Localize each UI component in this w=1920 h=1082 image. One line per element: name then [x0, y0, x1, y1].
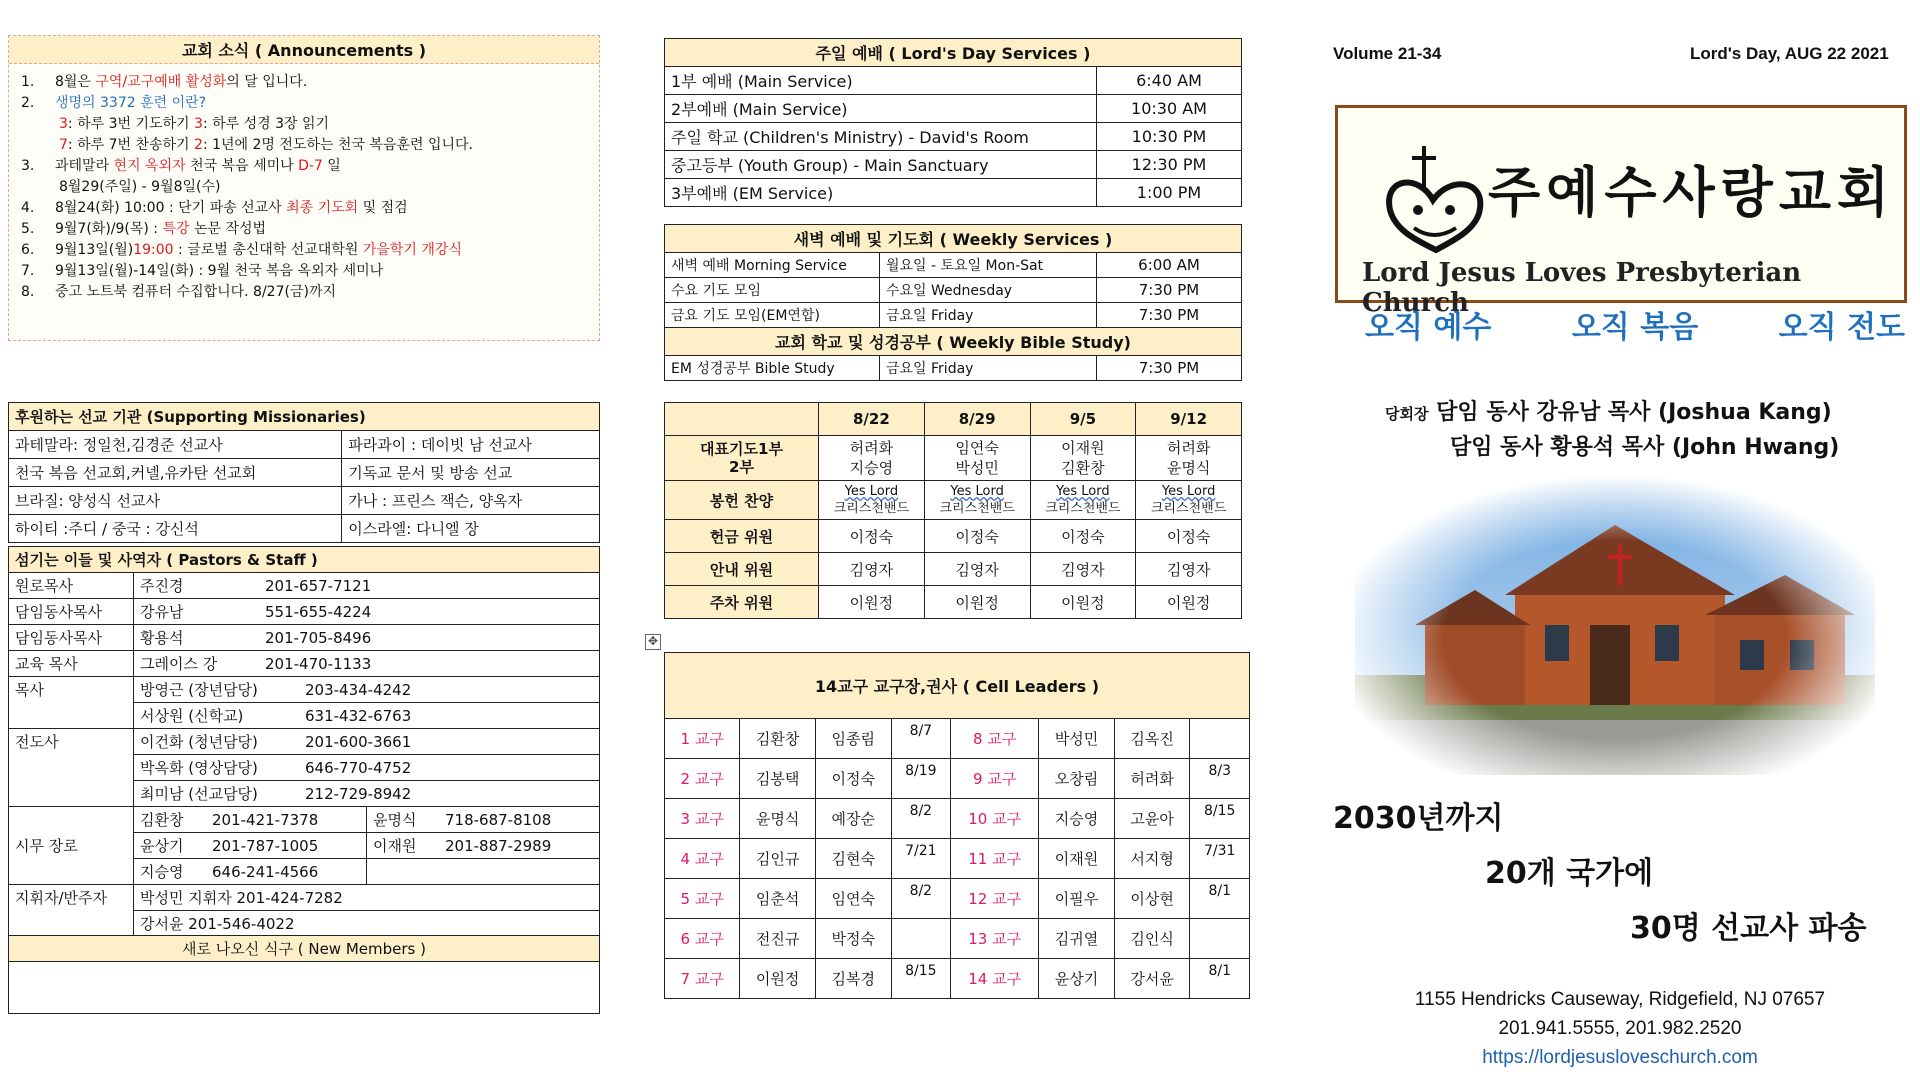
table-cell: 이원정 [1030, 586, 1136, 619]
announcement-item: 4. 8월24(화) 10:00 : 단기 파송 선교사 최종 기도회 및 점검 [21, 200, 408, 216]
deaconess-name: 김옥진 [1114, 719, 1190, 759]
table-row [665, 719, 1250, 759]
row-label: 헌금 위원 [665, 520, 819, 553]
deaconess-name: 임종림 [815, 719, 891, 759]
table-row [9, 599, 600, 625]
table-cell: 천국 복음 선교회,커넬,유카탄 선교회 [9, 459, 342, 487]
table-cell: 7:30 PM [1097, 278, 1242, 303]
corner-cell [665, 403, 819, 436]
table-cell: 김영자 [1136, 553, 1242, 586]
table-cell: 파라과이 : 데이빗 남 선교사 [342, 431, 600, 459]
table-row [665, 520, 1242, 553]
leader-name: 윤상기 [1039, 959, 1115, 999]
table-cell: 허려화 윤명식 [1136, 436, 1242, 481]
service-time: 1:00 PM [1097, 179, 1242, 207]
service-time: 10:30 PM [1097, 123, 1242, 151]
table-row [665, 253, 1242, 278]
cell-leaders-title: 14교구 교구장,권사 ( Cell Leaders ) [665, 653, 1250, 719]
church-name-english: Lord Jesus Loves Presbyterian Church [1362, 258, 1802, 318]
table-cell: 김영자 [924, 553, 1030, 586]
staff-role: 교육 목사 [9, 651, 134, 677]
table-row [665, 839, 1250, 879]
table-row [9, 729, 600, 755]
duty-roster-table [664, 402, 1242, 619]
deaconess-name: 김인식 [1114, 919, 1190, 959]
deaconess-name: 예장순 [815, 799, 891, 839]
visit-date: 8/2 [891, 879, 951, 919]
district-label: 12 교구 [951, 879, 1039, 919]
announcement-item: 3: 하루 3번 기도하기 3: 하루 성경 3장 읽기 [59, 116, 330, 132]
deaconess-name: 서지형 [1114, 839, 1190, 879]
new-members-body [9, 962, 600, 1014]
staff-entry: 황용석 201-705-8496 [134, 625, 600, 651]
motto: 오직 복음 [1571, 310, 1699, 345]
vision-line-3: 30명 선교사 파송 [1630, 911, 1867, 946]
announcement-item: 8월29(주일) - 9월8일(수) [59, 179, 221, 195]
visit-date: 8/1 [1190, 959, 1250, 999]
motto: 오직 전도 [1778, 310, 1905, 345]
staff-role: 원로목사 [9, 573, 134, 599]
table-cell: Yes Lord 크리스천밴드 [819, 481, 925, 520]
visit-date: 8/19 [891, 759, 951, 799]
staff-entry: 최미남 (선교담당) 212-729-8942 [134, 781, 600, 807]
staff-role: 담임동사목사 [9, 599, 134, 625]
district-label: 5 교구 [665, 879, 740, 919]
table-cell: 브라질: 양성식 선교사 [9, 487, 342, 515]
announcement-item: 5. 9월7(화)/9(목) : 특강 논문 작성법 [21, 221, 267, 237]
mottos [1365, 302, 1905, 346]
church-contact [1350, 985, 1890, 1072]
table-cell: 금요일 Friday [880, 303, 1097, 328]
table-cell: 이정숙 [1030, 520, 1136, 553]
church-phones: 201.941.5555, 201.982.2520 [1498, 1018, 1742, 1039]
vision-line-1: 2030년까지 [1333, 801, 1504, 836]
table-cell: 하이티 :주디 / 중국 : 강신석 [9, 515, 342, 543]
table-row [665, 586, 1242, 619]
staff-role: 전도사 [9, 729, 134, 807]
leader-name: 이원정 [740, 959, 816, 999]
service-name: 1부 예배 (Main Service) [665, 67, 1097, 95]
service-time: 10:30 AM [1097, 95, 1242, 123]
vision-line-2: 20개 국가에 [1485, 856, 1654, 891]
district-label: 7 교구 [665, 959, 740, 999]
district-label: 1 교구 [665, 719, 740, 759]
table-cell: 임연숙 박성민 [924, 436, 1030, 481]
table-row [9, 807, 600, 833]
district-label: 11 교구 [951, 839, 1039, 879]
staff-entry: 주진경 201-657-7121 [134, 573, 600, 599]
row-label: 대표기도1부 2부 [665, 436, 819, 481]
announcements-list [9, 64, 599, 311]
visit-date: 8/7 [891, 719, 951, 759]
table-cell: 이정숙 [924, 520, 1030, 553]
new-members-table [8, 935, 600, 1014]
table-cell: 수요 기도 모임 [665, 278, 880, 303]
leader-name: 김귀열 [1039, 919, 1115, 959]
district-label: 2 교구 [665, 759, 740, 799]
church-logo-banner [1335, 105, 1907, 318]
staff-entry: 윤명식 718-687-8108 [367, 807, 600, 833]
table-cell: 과테말라: 정일천,김경준 선교사 [9, 431, 342, 459]
district-label: 6 교구 [665, 919, 740, 959]
table-cell: Yes Lord 크리스천밴드 [1030, 481, 1136, 520]
cell-leaders-table [664, 652, 1250, 999]
table-row [9, 515, 600, 543]
staff-role: 담임동사목사 [9, 625, 134, 651]
district-label: 13 교구 [951, 919, 1039, 959]
table-row [9, 651, 600, 677]
heart-cross-logo-icon [1378, 138, 1488, 258]
table-row [665, 356, 1242, 381]
table-cell: 김영자 [1030, 553, 1136, 586]
weekly-title: 새벽 예배 및 기도회 ( Weekly Services ) [665, 225, 1242, 253]
table-row [665, 151, 1242, 179]
pastor-line-1: 당회장 담임 동사 강유남 목사 (Joshua Kang) [1385, 400, 1832, 425]
deaconess-name: 허려화 [1114, 759, 1190, 799]
church-building-photo [1355, 475, 1875, 775]
staff-entry: 방영근 (장년담당) 203-434-4242 [134, 677, 600, 703]
table-row [665, 95, 1242, 123]
leader-name: 박성민 [1039, 719, 1115, 759]
table-cell: 금요일 Friday [880, 356, 1097, 381]
visit-date: 8/15 [1190, 799, 1250, 839]
table-cell: 이원정 [1136, 586, 1242, 619]
missions-title: 후원하는 선교 기관 (Supporting Missionaries) [9, 403, 600, 431]
district-label: 3 교구 [665, 799, 740, 839]
staff-role: 지휘자/반주자 [9, 885, 134, 937]
table-row [9, 625, 600, 651]
staff-entry: 그레이스 강 201-470-1133 [134, 651, 600, 677]
announcement-item: 3. 과테말라 현지 옥외자 천국 복음 세미나 D-7 일 [21, 158, 341, 174]
visit-date [1190, 719, 1250, 759]
lords-day-services-table [664, 38, 1242, 207]
table-move-handle-icon[interactable]: ✥ [645, 634, 661, 650]
leader-name: 이필우 [1039, 879, 1115, 919]
table-row [9, 573, 600, 599]
table-row [665, 759, 1250, 799]
staff-entry: 이재원 201-887-2989 [367, 833, 600, 859]
row-label: 안내 위원 [665, 553, 819, 586]
visit-date: 7/31 [1190, 839, 1250, 879]
church-address: 1155 Hendricks Causeway, Ridgefield, NJ 07657 [1414, 989, 1826, 1010]
table-row [665, 67, 1242, 95]
announcement-item: 6. 9월13일(월)19:00 : 글로벌 총신대학 선교대학원 가을학기 개강식 [21, 242, 462, 258]
motto: 오직 예수 [1365, 310, 1492, 345]
table-cell: 가나 : 프린스 잭슨, 양옥자 [342, 487, 600, 515]
leader-name: 이재원 [1039, 839, 1115, 879]
service-time: 6:40 AM [1097, 67, 1242, 95]
table-cell: 6:00 AM [1097, 253, 1242, 278]
leader-name: 임춘석 [740, 879, 816, 919]
district-label: 9 교구 [951, 759, 1039, 799]
table-cell: Yes Lord 크리스천밴드 [1136, 481, 1242, 520]
table-row [665, 959, 1250, 999]
staff-entry: 윤상기 201-787-1005 [134, 833, 367, 859]
services-title: 주일 예배 ( Lord's Day Services ) [665, 39, 1242, 67]
deaconess-name: 박정숙 [815, 919, 891, 959]
table-row [9, 431, 600, 459]
visit-date: 7/21 [891, 839, 951, 879]
announcement-item: 8. 중고 노트북 컴퓨터 수집합니다. 8/27(금)까지 [21, 284, 336, 300]
pastor-line-2: 담임 동사 황용석 목사 (John Hwang) [1450, 435, 1840, 460]
district-label: 8 교구 [951, 719, 1039, 759]
visit-date: 8/2 [891, 799, 951, 839]
table-cell: 금요 기도 모임(EM연합) [665, 303, 880, 328]
staff-entry [367, 859, 600, 885]
visit-date: 8/3 [1190, 759, 1250, 799]
announcement-item: 7: 하루 7번 찬송하기 2: 1년에 2명 전도하는 천국 복음훈련 입니다. [59, 137, 474, 153]
table-cell: 월요일 - 토요일 Mon-Sat [880, 253, 1097, 278]
staff-entry: 김환창 201-421-7378 [134, 807, 367, 833]
leader-name: 지승영 [1039, 799, 1115, 839]
district-label: 4 교구 [665, 839, 740, 879]
church-name-korean: 주예수사랑교회 [1488, 160, 1896, 224]
row-label: 봉헌 찬양 [665, 481, 819, 520]
staff-entry: 강서윤 201-546-4022 [134, 911, 600, 937]
leader-name: 오창림 [1039, 759, 1115, 799]
table-row [665, 123, 1242, 151]
table-row [665, 303, 1242, 328]
table-row [665, 278, 1242, 303]
bulletin-date: Lord's Day, AUG 22 2021 [1690, 44, 1889, 63]
table-row [665, 799, 1250, 839]
row-label: 주차 위원 [665, 586, 819, 619]
announcement-item: 2. 생명의 3372 훈련 이란? [21, 95, 207, 111]
staff-entry: 박성민 지휘자 201-424-7282 [134, 885, 600, 911]
volume-label: Volume 21-34 [1333, 44, 1442, 63]
table-cell: 기독교 문서 및 방송 선교 [342, 459, 600, 487]
table-cell: 7:30 PM [1097, 356, 1242, 381]
table-cell: EM 성경공부 Bible Study [665, 356, 880, 381]
service-name: 3부예배 (EM Service) [665, 179, 1097, 207]
leader-name: 김봉택 [740, 759, 816, 799]
table-row [665, 879, 1250, 919]
service-name: 주일 학교 (Children's Ministry) - David's Room [665, 123, 1097, 151]
table-header-row [665, 403, 1242, 436]
table-cell: 이재원 김환창 [1030, 436, 1136, 481]
staff-entry: 박옥화 (영상담당) 646-770-4752 [134, 755, 600, 781]
staff-role: 시무 장로 [9, 807, 134, 885]
table-cell: 이원정 [924, 586, 1030, 619]
missions-table [8, 402, 600, 543]
deaconess-name: 이상현 [1114, 879, 1190, 919]
date-header: 8/29 [924, 403, 1030, 436]
announcement-item: 7. 9월13일(월)-14일(화) : 9월 천국 복음 옥외자 세미나 [21, 263, 384, 279]
visit-date [891, 919, 951, 959]
weekly-services-table [664, 224, 1242, 381]
announcements-box [8, 35, 600, 341]
table-cell: 수요일 Wednesday [880, 278, 1097, 303]
church-website-link[interactable]: https://lordjesusloveschurch.com [1482, 1047, 1758, 1068]
service-name: 2부예배 (Main Service) [665, 95, 1097, 123]
table-row [665, 179, 1242, 207]
table-cell: 7:30 PM [1097, 303, 1242, 328]
leader-name: 김환창 [740, 719, 816, 759]
deaconess-name: 고윤아 [1114, 799, 1190, 839]
new-members-title: 새로 나오신 식구 ( New Members ) [9, 936, 600, 962]
leader-name: 윤명식 [740, 799, 816, 839]
table-row [9, 677, 600, 703]
district-label: 10 교구 [951, 799, 1039, 839]
announcements-title: 교회 소식 ( Announcements ) [9, 36, 599, 64]
service-time: 12:30 PM [1097, 151, 1242, 179]
table-row [665, 553, 1242, 586]
staff-entry: 지승영 646-241-4566 [134, 859, 367, 885]
leader-name: 김인규 [740, 839, 816, 879]
table-row [9, 487, 600, 515]
deaconess-name: 김복경 [815, 959, 891, 999]
visit-date: 8/1 [1190, 879, 1250, 919]
staff-entry: 서상원 (신학교) 631-432-6763 [134, 703, 600, 729]
table-cell: 이정숙 [1136, 520, 1242, 553]
staff-title: 섬기는 이들 및 사역자 ( Pastors & Staff ) [9, 547, 600, 573]
staff-table [8, 546, 600, 937]
cell-leaders-body [665, 719, 1250, 999]
table-row [665, 436, 1242, 481]
announcement-item: 1. 8월은 구역/교구예배 활성화의 달 입니다. [21, 74, 308, 90]
date-header: 9/5 [1030, 403, 1136, 436]
table-cell: Yes Lord 크리스천밴드 [924, 481, 1030, 520]
district-label: 14 교구 [951, 959, 1039, 999]
staff-entry: 강유남 551-655-4224 [134, 599, 600, 625]
deaconess-name: 강서윤 [1114, 959, 1190, 999]
visit-date [1190, 919, 1250, 959]
visit-date: 8/15 [891, 959, 951, 999]
deaconess-name: 이정숙 [815, 759, 891, 799]
staff-role: 목사 [9, 677, 134, 729]
table-cell: 허려화 지승영 [819, 436, 925, 481]
table-row [9, 459, 600, 487]
date-header: 8/22 [819, 403, 925, 436]
date-header: 9/12 [1136, 403, 1242, 436]
deaconess-name: 임연숙 [815, 879, 891, 919]
leader-name: 전진규 [740, 919, 816, 959]
deaconess-name: 김현숙 [815, 839, 891, 879]
table-row [665, 481, 1242, 520]
table-row [665, 919, 1250, 959]
table-row [9, 885, 600, 911]
bible-study-title: 교회 학교 및 성경공부 ( Weekly Bible Study) [665, 328, 1242, 356]
table-cell: 새벽 예배 Morning Service [665, 253, 880, 278]
table-cell: 이정숙 [819, 520, 925, 553]
table-cell: 이원정 [819, 586, 925, 619]
table-cell: 김영자 [819, 553, 925, 586]
service-name: 중고등부 (Youth Group) - Main Sanctuary [665, 151, 1097, 179]
table-cell: 이스라엘: 다니엘 장 [342, 515, 600, 543]
staff-entry: 이건화 (청년담당) 201-600-3661 [134, 729, 600, 755]
